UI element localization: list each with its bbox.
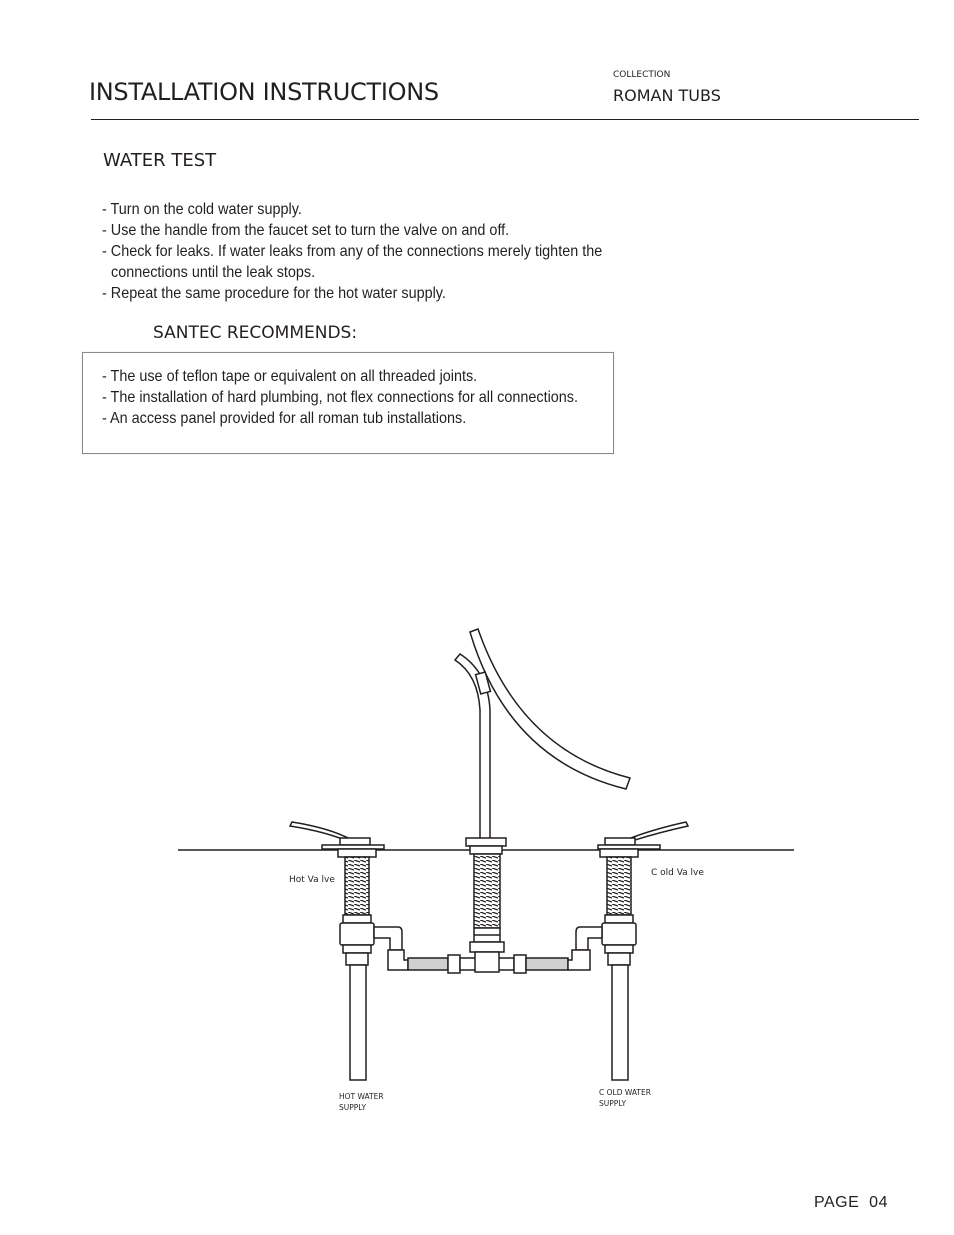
hot-supply-label-line1: HOT WATER [339, 1092, 384, 1101]
step-item: - Repeat the same procedure for the hot water supply. [102, 285, 446, 302]
collection-name: ROMAN TUBS [613, 86, 721, 105]
cold-valve-label: C old Va lve [651, 868, 704, 878]
cold-supply-label-line1: C OLD WATER [599, 1088, 651, 1097]
spout [455, 629, 630, 854]
spout-thread [474, 854, 500, 928]
step-item: - Check for leaks. If water leaks from any of the connections merely tighten the connections until the leak stops. [102, 243, 603, 281]
step-item: - Turn on the cold water supply. [102, 201, 302, 218]
hot-valve-thread [345, 857, 369, 915]
hot-valve-label: Hot Va lve [289, 875, 335, 885]
hot-supply-label-line2: SUPPLY [339, 1103, 367, 1112]
hot-valve-handle [290, 822, 384, 857]
connecting-pipe [388, 950, 590, 973]
page-number: PAGE 04 [814, 1194, 888, 1211]
recommend-item: - The use of teflon tape or equivalent on all threaded joints. [102, 368, 478, 385]
recommends-title: SANTEC RECOMMENDS: [153, 323, 358, 343]
collection-label: COLLECTION [613, 70, 671, 80]
section-title-water-test: WATER TEST [103, 150, 217, 171]
step-item: - Use the handle from the faucet set to turn the valve on and off. [102, 222, 510, 239]
recommend-item: - The installation of hard plumbing, not flex connections for all connections. [102, 389, 579, 406]
supply-pipes [350, 965, 628, 1080]
page-title: INSTALLATION INSTRUCTIONS [89, 78, 439, 106]
cold-valve-handle [598, 822, 688, 857]
spout-fitting [470, 928, 504, 952]
cold-supply-label-line2: SUPPLY [599, 1099, 627, 1108]
recommend-item: - An access panel provided for all roman tub installations. [102, 410, 467, 427]
cold-valve-thread [607, 857, 631, 915]
